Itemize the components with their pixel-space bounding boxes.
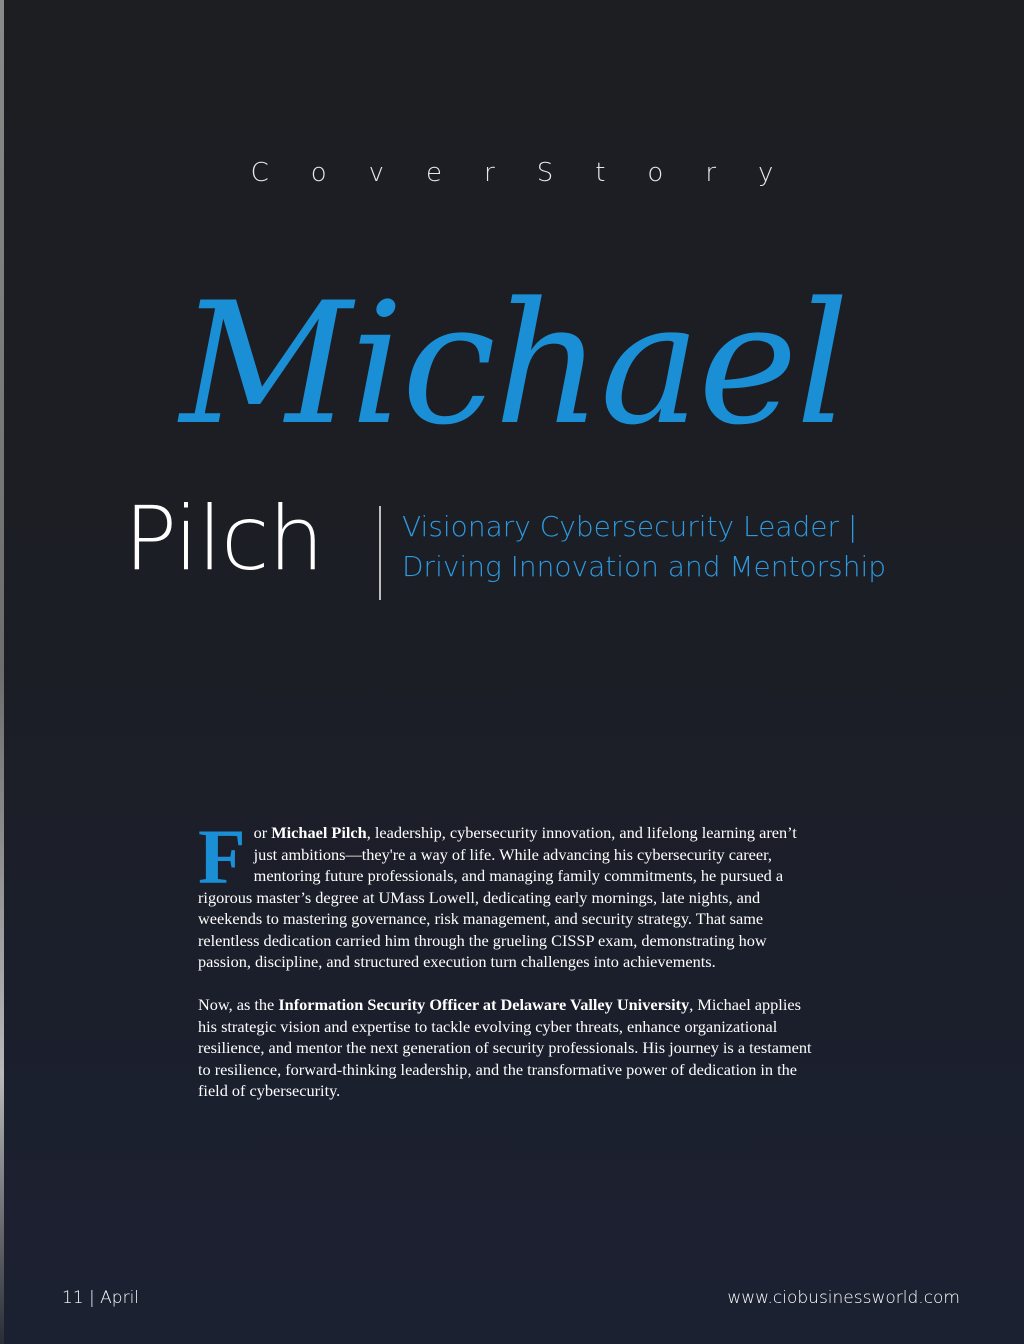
paragraph-2-text-b: , Michael applies his strategic vision and expertise to tackle evolving cyber threats, enhance organizational resilience, and mentor the next generation of security professionals. His journey is a testament to resilience, forward-thinking leadership, and the transformative power of dedication in the field of cybersecurity. bbox=[198, 995, 812, 1100]
drop-cap: F bbox=[198, 813, 246, 900]
page-edge bbox=[0, 0, 4, 1344]
subtitle-line-2: Driving Innovation and Mentorship bbox=[402, 550, 887, 583]
paragraph-1-text-a: or bbox=[253, 823, 272, 842]
article-paragraph-2 bbox=[198, 994, 823, 1102]
paragraph-1-text-b: , leadership, cybersecurity innovation, and lifelong learning aren’t just ambitions—they're a way of life. While advancing his cybersecurity career, mentoring future professionals, and managing family commitments, he pursued a rigorous master’s degree at UMass Lowell, dedicating early mornings, late nights, and weekends to mastering governance, risk management, and security strategy. That same relentless dedication carried him through the grueling CISSP exam, demonstrating how passion, discipline, and structured execution turn challenges into achievements. bbox=[198, 823, 797, 971]
paragraph-2-text-a: Now, as the bbox=[198, 995, 279, 1014]
first-name-script: Michael bbox=[180, 266, 848, 462]
last-name: Pilch bbox=[124, 487, 324, 590]
subtitle-line-1: Visionary Cybersecurity Leader | bbox=[402, 510, 858, 543]
article-paragraph-1 bbox=[198, 813, 823, 973]
page-number: 11 | April bbox=[62, 1288, 140, 1308]
subtitle bbox=[402, 507, 886, 587]
website-url: www.ciobusinessworld.com bbox=[727, 1288, 960, 1308]
section-label: CoverStory bbox=[250, 158, 816, 188]
article-body bbox=[198, 813, 823, 1123]
paragraph-1-bold: Michael Pilch bbox=[271, 823, 367, 842]
title-divider bbox=[379, 506, 381, 600]
paragraph-2-bold: Information Security Officer at Delaware Valley University bbox=[278, 995, 690, 1014]
